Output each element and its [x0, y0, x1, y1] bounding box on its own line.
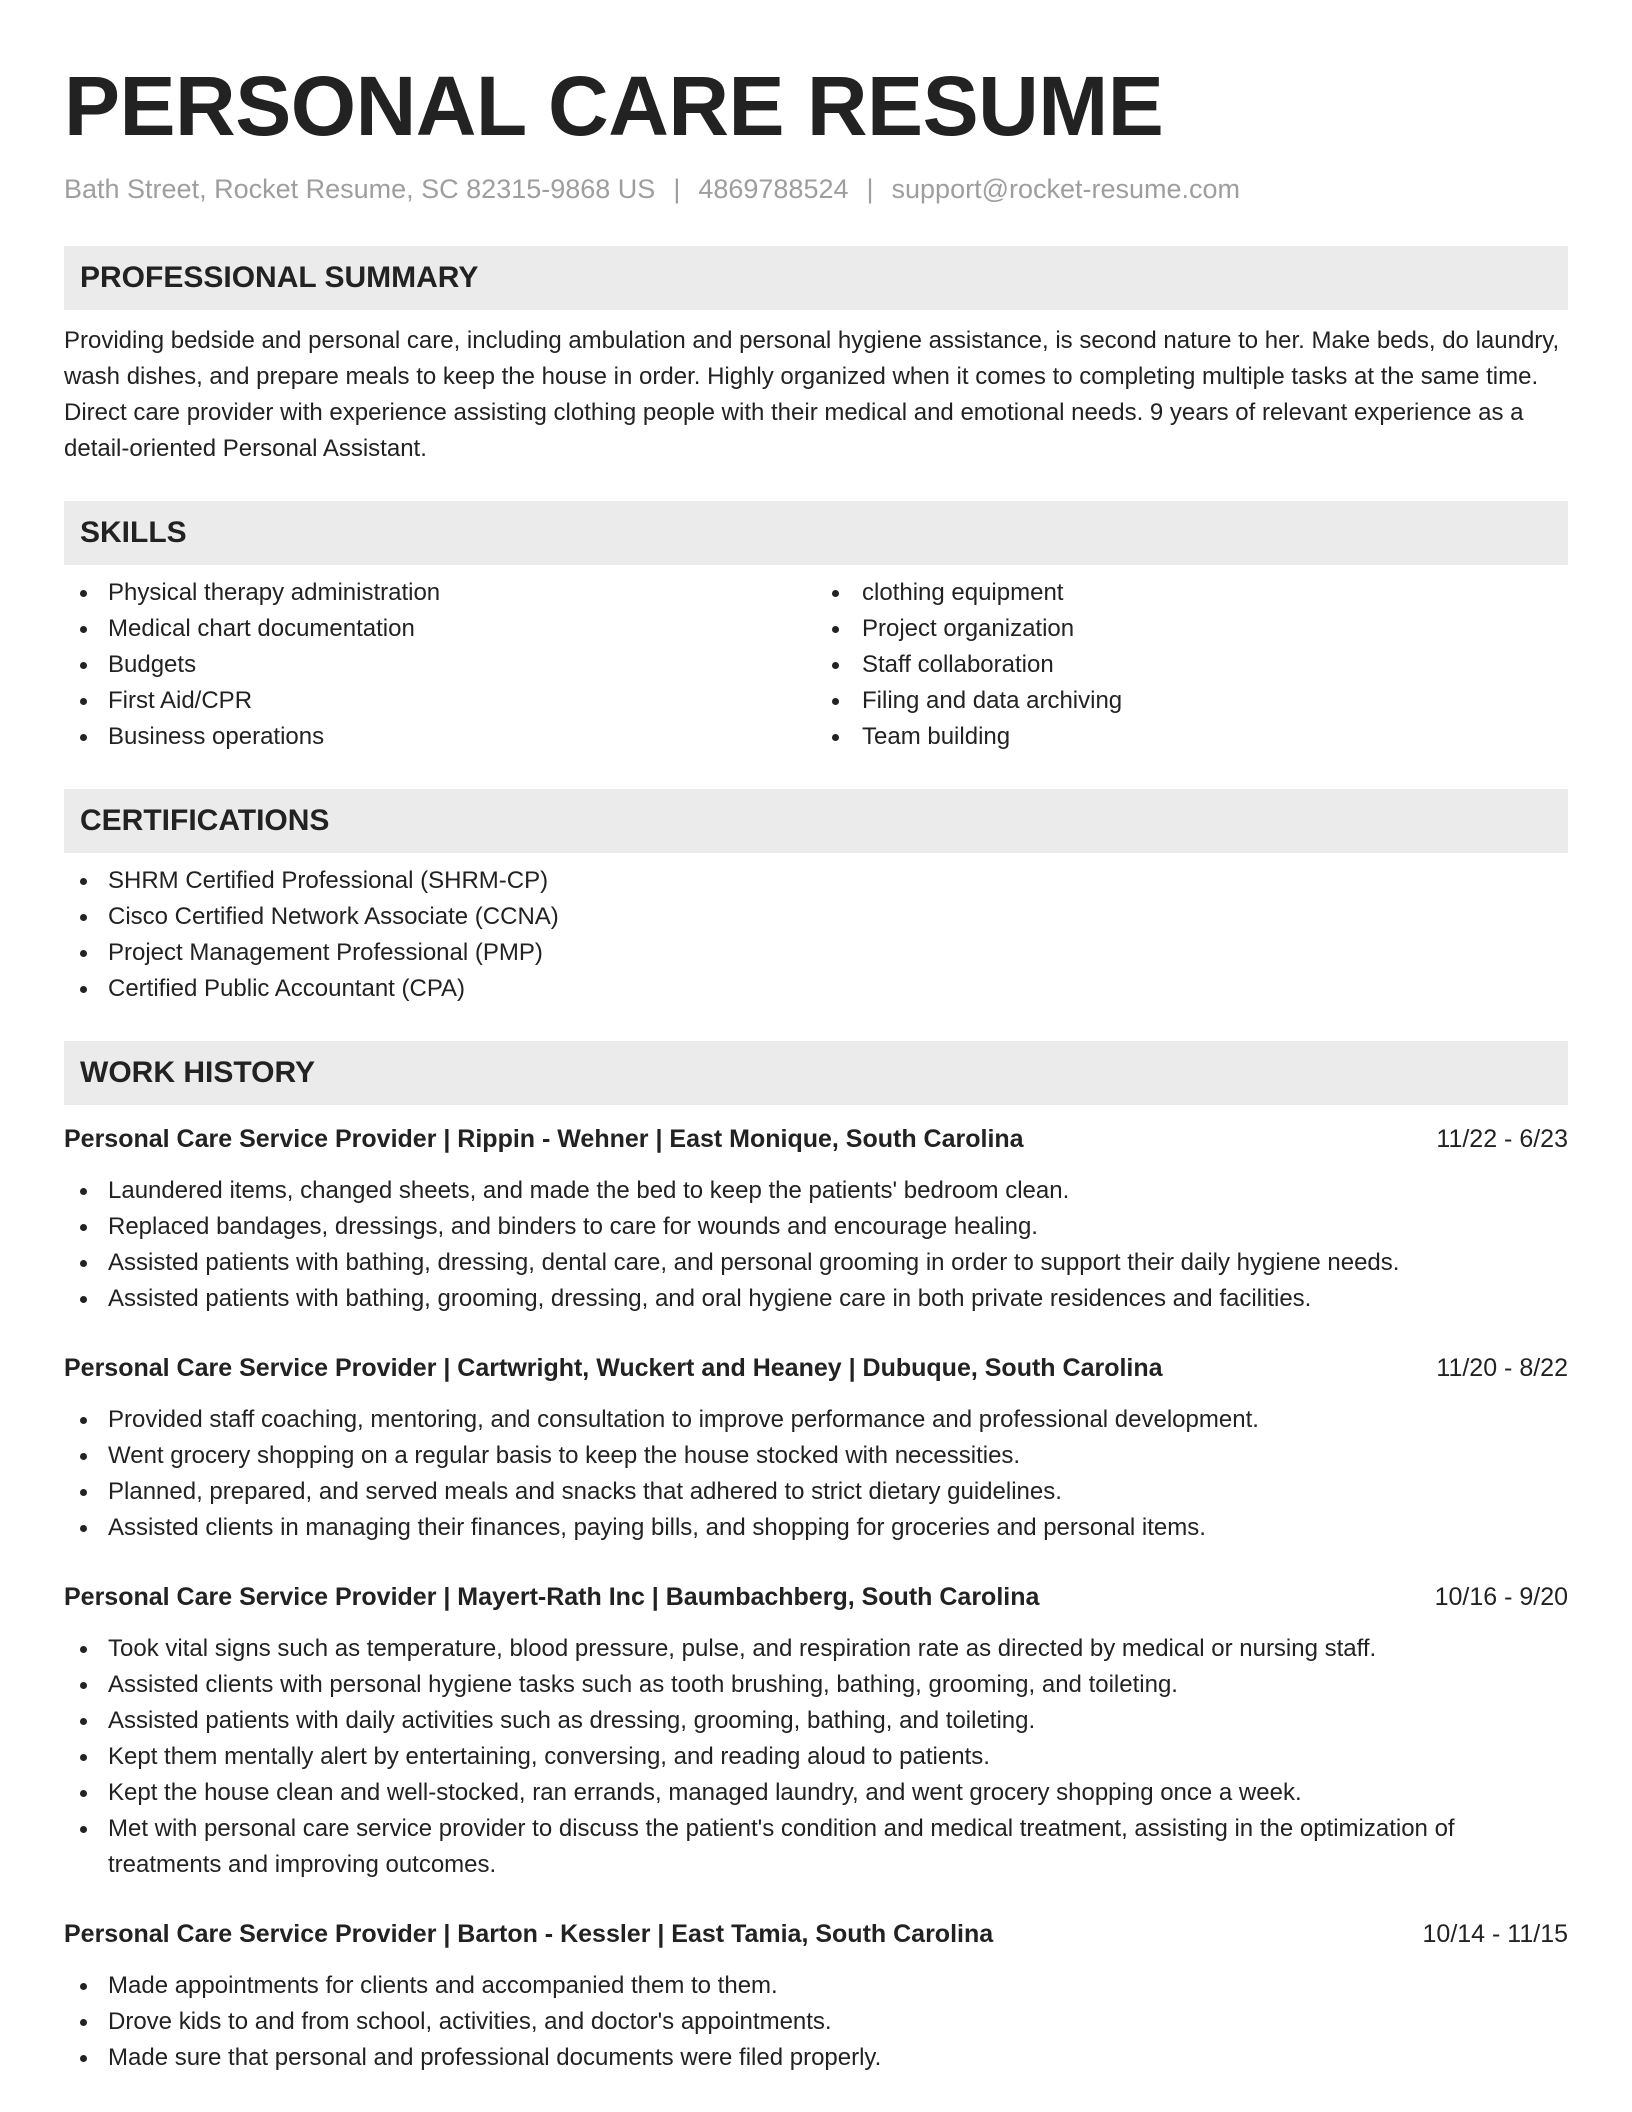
- skills-list-right: [816, 575, 1568, 755]
- section-heading-summary: PROFESSIONAL SUMMARY: [64, 246, 1568, 310]
- job-header: [64, 1121, 1568, 1157]
- skill-item: Project organization: [816, 611, 1568, 647]
- job-entry: [64, 1579, 1568, 1883]
- job-dates: 11/22 - 6/23: [1436, 1125, 1568, 1153]
- job-bullets: [64, 1968, 1568, 2076]
- skill-item: Staff collaboration: [816, 647, 1568, 683]
- job-bullet: Made appointments for clients and accompanied them to them.: [64, 1968, 1568, 2004]
- section-heading-certifications: CERTIFICATIONS: [64, 789, 1568, 853]
- job-header: [64, 1579, 1568, 1615]
- job-bullet: Provided staff coaching, mentoring, and consultation to improve performance and professional development.: [64, 1402, 1568, 1438]
- certification-item: Cisco Certified Network Associate (CCNA): [64, 899, 1568, 935]
- summary-text: Providing bedside and personal care, including ambulation and personal hygiene assistance, is second nature to her. Make beds, do laundry, wash dishes, and prepare meals to keep the house in order. Highly organized when it comes to completing multiple tasks at the same time. Direct care provider with experience assisting clothing people with their medical and emotional needs. 9 years of relevant experience as a detail-oriented Personal Assistant.: [64, 327, 1560, 462]
- job-bullet: Drove kids to and from school, activities, and doctor's appointments.: [64, 2004, 1568, 2040]
- job-bullet: Laundered items, changed sheets, and made the bed to keep the patients' bedroom clean.: [64, 1173, 1568, 1209]
- job-bullet: Planned, prepared, and served meals and snacks that adhered to strict dietary guidelines.: [64, 1474, 1568, 1510]
- contact-email: support@rocket-resume.com: [891, 174, 1241, 204]
- skill-item: First Aid/CPR: [64, 683, 816, 719]
- job-header: [64, 1350, 1568, 1386]
- skill-item: Team building: [816, 719, 1568, 755]
- job-entry: [64, 1916, 1568, 2076]
- certification-item: Certified Public Accountant (CPA): [64, 971, 1568, 1007]
- skill-item: Filing and data archiving: [816, 683, 1568, 719]
- certification-item: SHRM Certified Professional (SHRM-CP): [64, 863, 1568, 899]
- job-bullet: Replaced bandages, dressings, and binders to care for wounds and encourage healing.: [64, 1209, 1568, 1245]
- job-bullet: Assisted patients with bathing, grooming, dressing, and oral hygiene care in both private residences and facilities.: [64, 1281, 1568, 1317]
- skills-grid: [64, 575, 1568, 755]
- certifications-list: [64, 863, 1568, 1007]
- contact-line: [64, 172, 1568, 206]
- job-dates: 10/14 - 11/15: [1422, 1920, 1568, 1948]
- skill-item: clothing equipment: [816, 575, 1568, 611]
- job-header: [64, 1916, 1568, 1952]
- job-title: Personal Care Service Provider | Cartwright, Wuckert and Heaney | Dubuque, South Carolina: [64, 1354, 1163, 1382]
- resume-title: PERSONAL CARE RESUME: [64, 59, 1164, 153]
- skills-list-left: [64, 575, 816, 755]
- job-entry: [64, 1350, 1568, 1546]
- job-dates: 11/20 - 8/22: [1436, 1354, 1568, 1382]
- job-bullet: Went grocery shopping on a regular basis to keep the house stocked with necessities.: [64, 1438, 1568, 1474]
- section-heading-skills: SKILLS: [64, 501, 1568, 565]
- skill-item: Budgets: [64, 647, 816, 683]
- job-entry: [64, 1121, 1568, 1317]
- job-bullets: [64, 1402, 1568, 1546]
- skill-item: Medical chart documentation: [64, 611, 816, 647]
- contact-phone: 4869788524: [698, 174, 849, 204]
- job-bullet: Assisted clients with personal hygiene tasks such as tooth brushing, bathing, grooming, and toileting.: [64, 1667, 1568, 1703]
- job-bullet: Kept the house clean and well-stocked, ran errands, managed laundry, and went grocery shopping once a week.: [64, 1775, 1568, 1811]
- contact-separator: |: [866, 174, 874, 204]
- job-bullet: Met with personal care service provider to discuss the patient's condition and medical treatment, assisting in the optimization of treatments and improving outcomes.: [64, 1811, 1568, 1883]
- job-bullet: Assisted patients with bathing, dressing, dental care, and personal grooming in order to support their daily hygiene needs.: [64, 1245, 1568, 1281]
- job-bullet: Took vital signs such as temperature, blood pressure, pulse, and respiration rate as directed by medical or nursing staff.: [64, 1631, 1568, 1667]
- job-title: Personal Care Service Provider | Mayert-Rath Inc | Baumbachberg, South Carolina: [64, 1583, 1040, 1611]
- certification-item: Project Management Professional (PMP): [64, 935, 1568, 971]
- skill-item: Physical therapy administration: [64, 575, 816, 611]
- contact-address: Bath Street, Rocket Resume, SC 82315-9868 US: [64, 174, 656, 204]
- job-bullet: Assisted patients with daily activities such as dressing, grooming, bathing, and toileting.: [64, 1703, 1568, 1739]
- job-bullet: Made sure that personal and professional documents were filed properly.: [64, 2040, 1568, 2076]
- job-title: Personal Care Service Provider | Rippin - Wehner | East Monique, South Carolina: [64, 1125, 1024, 1153]
- job-bullet: Assisted clients in managing their finances, paying bills, and shopping for groceries and personal items.: [64, 1510, 1568, 1546]
- job-bullet: Kept them mentally alert by entertaining, conversing, and reading aloud to patients.: [64, 1739, 1568, 1775]
- section-heading-work-history: WORK HISTORY: [64, 1041, 1568, 1105]
- job-bullets: [64, 1173, 1568, 1317]
- job-bullets: [64, 1631, 1568, 1883]
- skill-item: Business operations: [64, 719, 816, 755]
- job-dates: 10/16 - 9/20: [1434, 1583, 1568, 1611]
- job-title: Personal Care Service Provider | Barton - Kessler | East Tamia, South Carolina: [64, 1920, 994, 1948]
- contact-separator: |: [673, 174, 681, 204]
